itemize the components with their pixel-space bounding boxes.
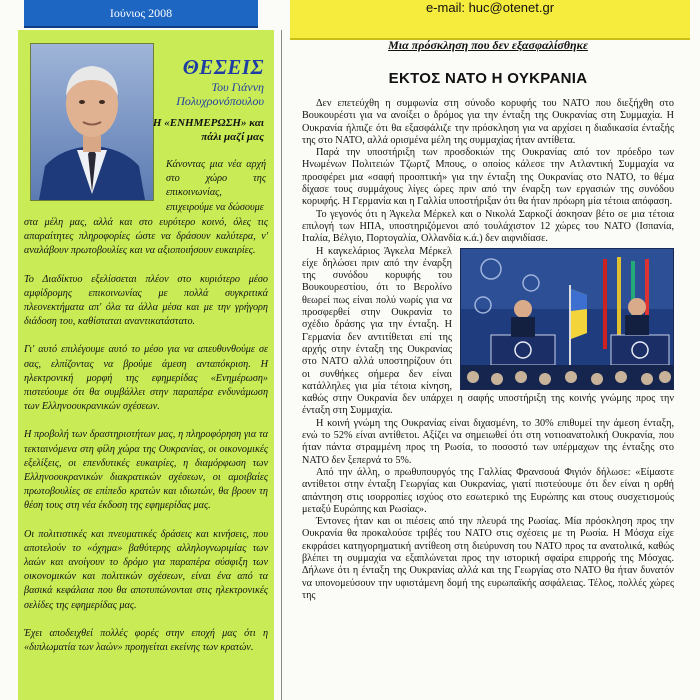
- issue-date-banner: [24, 0, 258, 28]
- column-paragraph: Η προβολή των δραστηριοτήτων μας, η πληροφόρηση για τα τεκταινόμενα στη φίλη χώρα της Ουκρανίας, οι οικονομικές εξελίξεις, οι επενδυτικές ευκαιρίες, η διαμόρφωση των Ελληνοουκρανικών διακρατικών σχέσεων, οι αμοιβαίες πρωτοβουλίες σε επίπεδο κρατών και ιδιωτών, θα βρουν τη θέση τους στη νέα έκδοση της εφημερίδας μας.: [24, 429, 268, 512]
- article-paragraph: Παρά την υποστήριξη των προσδοκιών της Ουκρανίας από τον πρόεδρο των Ηνωμένων Πολιτειών Τζωρτζ Μπους, ο οποίος κάλεσε την Ατλαντική Συμμαχία να προσφέρει μια «σαφή προοπτική» για την ένταξη της Ουκρανίας στο ΝΑΤΟ, το θέμα δίχασε τους συμμάχους λίγες ώρες πριν από την έναρξη των εργασιών της συνόδου κορυφής. Η Γερμανία και η Γαλλία υποστήριξαν ότι θα ήταν πρόωρη μία τέτοια απόφαση.: [302, 147, 674, 208]
- column-title: ΘΕΣΕΙΣ: [182, 55, 264, 79]
- column-intro-continued: στα μέλη μας, αλλά και στο ευρύτερο κοινό, όλες τις απαραίτητες πληροφορίες ώστε να δράσουν καλύτερα, ν' αναλάβουν πρωτοβουλίες και να αξιοποιήσουν ευκαιρίες.: [24, 217, 268, 257]
- column-body: [24, 216, 268, 669]
- article-paragraph: Από την άλλη, ο πρωθυπουργός της Γαλλίας Φρανσουά Φιγιόν δήλωσε: «Είμαστε αντίθετοι στην ένταξη Γεωργίας και Ουκρανίας, γιατί πιστεύουμε ότι δεν είναι η ορθή απάντηση στις ισορροπίες ισχύος στο εσωτερικό της Ευρώπης και στους συσχετισμούς μεταξύ Ευρώπης και Ρωσίας».: [302, 466, 674, 515]
- author-portrait-icon: [31, 44, 153, 200]
- column-paragraph: Οι πολιτιστικές και πνευματικές δράσεις και κινήσεις, που αποτελούν το «όχημα» βαθύτερης αλληλογνωριμίας των λαών και ανοίγουν το δρόμο για παραπέρα σύσφιξη των οικονομικών και πολιτικών σχέσεων, είναι ένα από τα βασικά κεφάλαια που θα αποτυπώνονται στις ηλεκτρονικές σελίδες της εφημερίδας μας.: [24, 528, 268, 611]
- summit-photo: [460, 248, 674, 390]
- column-paragraph: Γι' αυτό επιλέγουμε αυτό το μέσο για να απευθυνθούμε σε σας, ελπίζοντας να βρούμε άμεση ανταπόκριση. Η ηλεκτρονική μορφή της εφημερίδας «Ενημέρωση» πιστεύουμε ότι θα συμβάλλει στην παραπέρα ενδυνάμωση των Ελληνοουκρανικών σχέσεων.: [24, 344, 268, 413]
- author-photo: [30, 43, 154, 201]
- article-paragraph: Το γεγονός ότι η Άγκελα Μέρκελ και ο Νικολά Σαρκοζί άσκησαν βέτο σε μια τέτοια επιλογή των ΗΠΑ, υποστηριζόμενοι από τουλάχιστον 12 χώρες του ΝΑΤΟ (Ισπανία, Ιταλία, Βέλγιο, Πορτογαλία, Ολλανδία κ.ά.) δεν αιφνιδίασε.: [302, 208, 674, 245]
- column-tagline: Η «ΕΝΗΜΕΡΩΣΗ» και πάλι μαζί μας: [152, 117, 264, 143]
- nato-summit-photo-icon: [461, 249, 673, 389]
- column-heading: [152, 56, 264, 108]
- contact-email: e-mail: huc@otenet.gr: [425, 0, 555, 15]
- article-headline: ΕΚΤΟΣ ΝΑΤΟ Η ΟΥΚΡΑΝΙΑ: [388, 70, 588, 87]
- column-divider: [281, 30, 282, 700]
- article-paragraph: Η κοινή γνώμη της Ουκρανίας είναι διχασμένη, το 30% επιθυμεί την άμεση ένταξη, ενώ το 52% είναι αντίθετοι. Αξίζει να σημειωθεί ότι στη νοτιοανατολική Ουκρανία, που ήταν πάντα στραμμένη προς τη Ρωσία, το ποσοστό των υπέρμαχων της ένταξης στο ΝΑΤΟ δεν ξεπερνά το 5%.: [302, 417, 674, 466]
- article-paragraph: Η καγκελάριος Άγκελα Μέρκελ είχε δηλώσει πριν από την έναρξη της συνόδου κορυφής του Βουκουρεστίου, ότι το Βερολίνο θεωρεί πως είναι πολύ νωρίς για να προσφερθεί στην Ουκρανία το σχέδιο δράσης για την ένταξη. Η Γερμανία δεν αντιτίθεται επί της αρχής στην ένταξη της Ουκρανίας στο ΝΑΤΟ αλλά υποστηρίζουν ότι οι συνθήκες σήμερα δεν είναι κατάλληλες για μία τέτοια κίνηση, καθώς στην Ουκρανία δεν υπάρχει η σαφής υποστήριξη της κοινής γνώμης προς την ένταξη στη Συμμαχία.: [302, 245, 674, 417]
- column-paragraph: Το Διαδίκτυο εξελίσσεται πλέον στο κυριότερο μέσο αμφίδρομης επικοινωνίας με πολλά συγκριτικά πλεονεκτήματα απ' όλα τα άλλα μέσα και με την γρήγορη διάδοση του, καθίσταται αναντικατάστατο.: [24, 273, 268, 328]
- column-author: Του Γιάννη Πολυχρονόπουλου: [176, 80, 264, 108]
- article-paragraph: Δεν επετεύχθη η συμφωνία στη σύνοδο κορυφής του ΝΑΤΟ που διεξήχθη στο Βουκουρέστι για να ανοίξει ο δρόμος για την ένταξη της Ουκρανίας στη Συμμαχία. Η Ουκρανία ήλπιζε ότι θα εξασφάλιζε την πρόσκληση για να αρχίσει η διαδικασία ένταξής της στο ΝΑΤΟ, αλλά ορισμένα μέλη της συμμαχίας ήταν αντίθετα.: [302, 98, 674, 146]
- article-paragraph: Έντονες ήταν και οι πιέσεις από την πλευρά της Ρωσίας. Μία πρόσκληση προς την Ουκρανία θα προκαλούσε τριβές του ΝΑΤΟ στις σχέσεις με τη Ρωσία. Η Μόσχα είχε εκφράσει κατηγορηματική αντίθεση στη διεύρυνση του ΝΑΤΟ προς τα ανατολικά, καθώς βλέπει τη συμμαχία να εξαπλώνεται προς την ιστορική σφαίρα επιρροής της Μόσχας. Δήλωνε ότι η ένταξη της Ουκρανίας αλλά και της Γεωργίας στο ΝΑΤΟ θα ήταν δυνατόν να υπονομεύσουν την υφιστάμενη δομή της ευρωπαϊκής ασφάλειας. Τέλος, πολλές χώρες της: [302, 516, 674, 601]
- article-column: [288, 30, 688, 700]
- column-intro: Κάνοντας μια νέα αρχή στο χώρο της επικοινωνίας, επιχειρούμε να δώσουμε: [166, 159, 266, 213]
- column-paragraph: Έχει αποδειχθεί πολλές φορές στην εποχή μας ότι η «διπλωματία των λαών» προηγείται εκείνης των κρατών.: [24, 627, 268, 654]
- article-body: [302, 98, 674, 602]
- issue-date: Ιούνιος 2008: [109, 6, 173, 20]
- article-kicker: Μια πρόσκληση που δεν εξασφαλίσθηκε: [388, 38, 588, 52]
- opinion-column: [18, 30, 274, 700]
